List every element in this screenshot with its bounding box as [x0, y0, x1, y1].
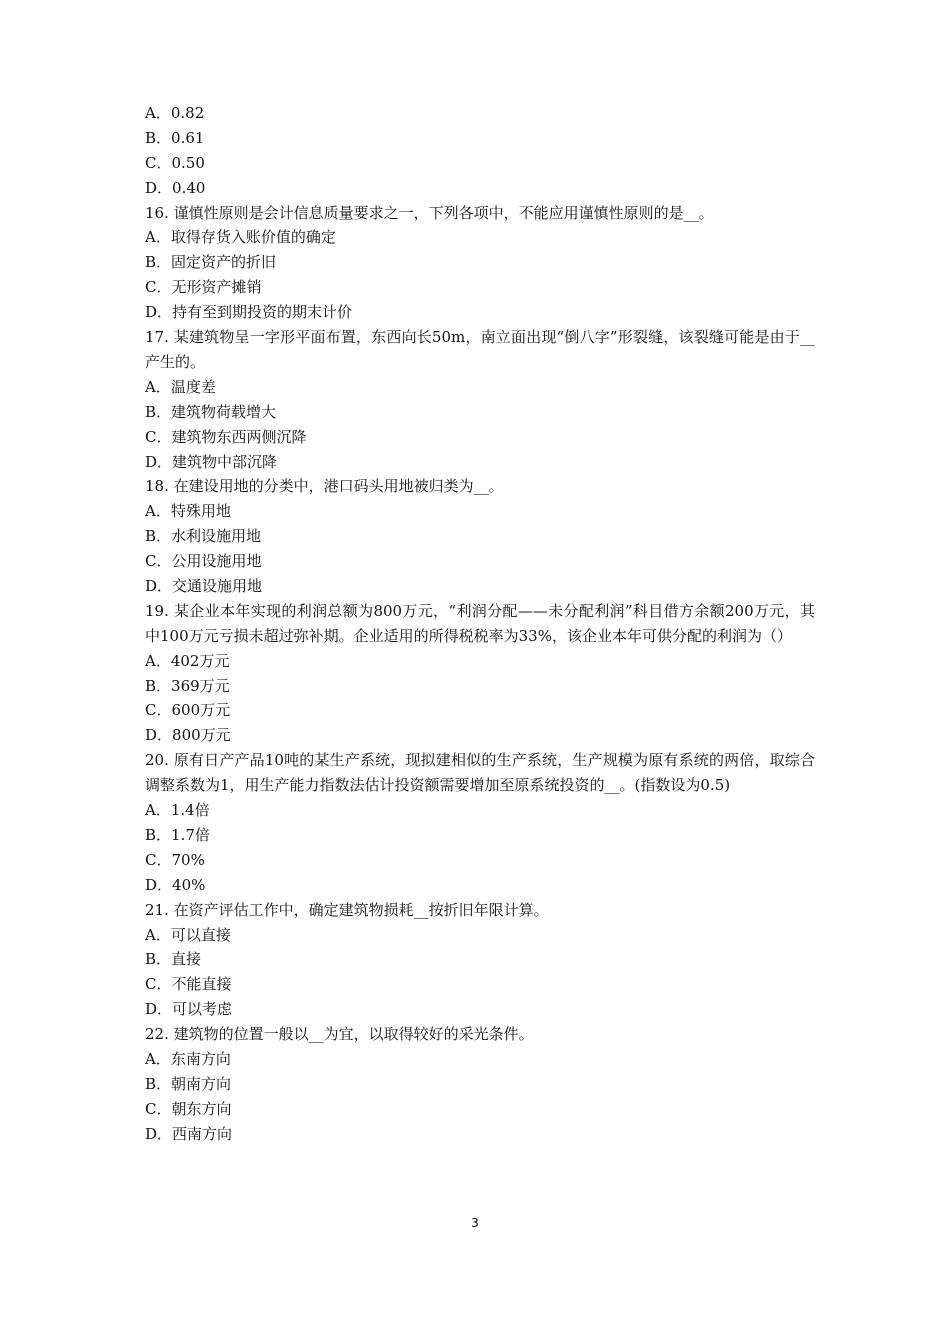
question-21 — [145, 898, 815, 1022]
question-16 — [145, 201, 815, 325]
question-stem: 18. 在建设用地的分类中，港口码头用地被归类为__。 — [145, 477, 504, 496]
question-stem: 19. 某企业本年实现的利润总额为800万元，“利润分配——未分配利润”科目借方余额200万元，其中100万元亏损未超过弥补期。企业适用的所得税税率为33%，该企业本年可供分配的利润为（） — [145, 601, 815, 645]
option-d: D．可以考虑 — [145, 1000, 233, 1019]
option-b: B．固定资产的折旧 — [145, 253, 277, 272]
option-d: D．西南方向 — [145, 1124, 233, 1143]
option-b: B．水利设施用地 — [145, 527, 262, 546]
document-body — [145, 101, 815, 1147]
option-b: B．369万元 — [145, 676, 230, 695]
question-20 — [145, 748, 815, 897]
question-18 — [145, 474, 815, 598]
question-17 — [145, 325, 815, 474]
option-a: A．0.82 — [145, 104, 205, 122]
page-number: 3 — [471, 1216, 479, 1230]
option-d: D．0.40 — [145, 178, 206, 197]
option-c: C．0.50 — [145, 153, 205, 172]
option-a: A．东南方向 — [145, 1050, 231, 1068]
question-19 — [145, 599, 815, 748]
question-stem: 22. 建筑物的位置一般以__为宜，以取得较好的采光条件。 — [145, 1025, 534, 1044]
question-15-options — [145, 101, 815, 201]
option-d: D．40% — [145, 875, 206, 894]
option-a: A．特殊用地 — [145, 502, 231, 521]
option-a: A．温度差 — [145, 377, 216, 396]
option-c: C．600万元 — [145, 701, 231, 720]
question-stem: 21. 在资产评估工作中，确定建筑物损耗__按折旧年限计算。 — [145, 900, 549, 919]
option-d: D．交通设施用地 — [145, 576, 263, 595]
option-c: C．朝东方向 — [145, 1099, 232, 1118]
question-stem: 20. 原有日产产品10吨的某生产系统，现拟建相似的生产系统，生产规模为原有系统的两倍，取综合调整系数为1，用生产能力指数法估计投资额需要增加至原系统投资的__。(指数设为0.5) — [145, 751, 815, 795]
option-d: D．建筑物中部沉降 — [145, 452, 278, 471]
option-a: A．1.4倍 — [145, 801, 210, 820]
option-b: B．建筑物荷载增大 — [145, 402, 277, 421]
option-d: D．持有至到期投资的期末计价 — [145, 303, 353, 322]
question-22 — [145, 1022, 815, 1146]
question-stem: 17. 某建筑物呈一字形平面布置，东西向长50m，南立面出现“倒八字”形裂缝，该裂缝可能是由于__产生的。 — [145, 328, 815, 371]
option-c: C．70% — [145, 850, 205, 869]
option-c: C．公用设施用地 — [145, 552, 262, 571]
option-a: A．402万元 — [145, 651, 230, 670]
option-c: C．不能直接 — [145, 975, 232, 994]
option-b: B．1.7倍 — [145, 825, 210, 844]
option-a: A．取得存货入账价值的确定 — [145, 228, 336, 247]
option-c: C．无形资产摊销 — [145, 278, 262, 297]
option-d: D．800万元 — [145, 726, 231, 745]
option-b: B．0.61 — [145, 128, 205, 147]
option-b: B．朝南方向 — [145, 1074, 232, 1093]
option-b: B．直接 — [145, 950, 202, 969]
question-stem: 16. 谨慎性原则是会计信息质量要求之一，下列各项中，不能应用谨慎性原则的是__。 — [145, 203, 714, 222]
option-a: A．可以直接 — [145, 925, 231, 944]
option-c: C．建筑物东西两侧沉降 — [145, 427, 307, 446]
